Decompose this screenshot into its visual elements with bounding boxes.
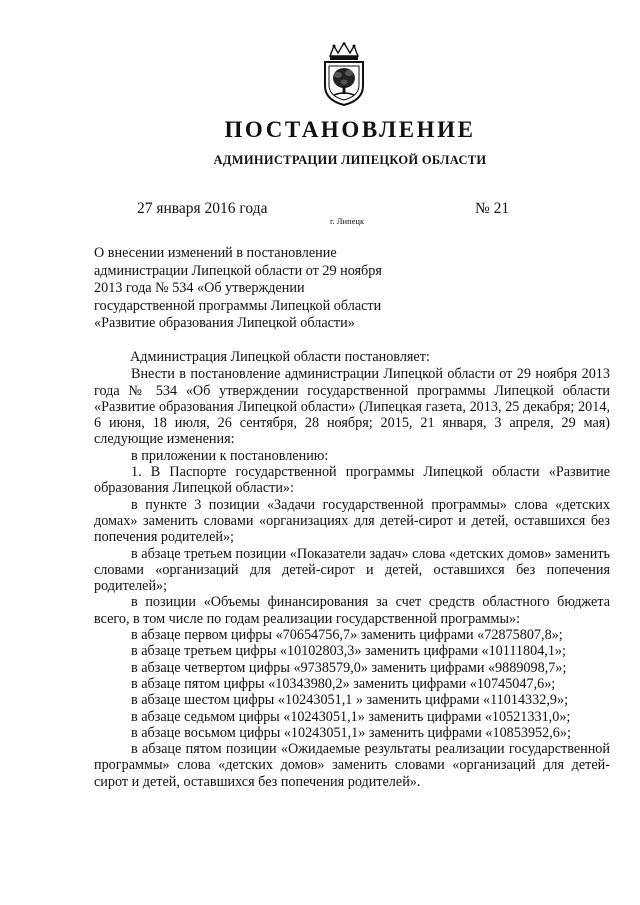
body-paragraph: в абзаце восьмом цифры «10243051,1» заменить цифрами «10853952,6»; (131, 724, 571, 741)
body-paragraph: в пункте 3 позиции «Задачи государственной программы» слова «детских домах» заменить словами «организациях для детей-сирот и детей, оставшихся без попечения родителей»; (94, 496, 610, 546)
subject-line: 2013 года № 534 «Об утверждении (94, 280, 305, 297)
subject-line: О внесении изменений в постановление (94, 245, 337, 261)
subject-line: администрации Липецкой области от 29 ноября (94, 262, 382, 279)
subject-line: «Развитие образования Липецкой области» (94, 315, 355, 332)
body-paragraph: в абзаце третьем позиции «Показатели задач» слова «детских домов» заменить словами «организаций для детей-сирот и детей, оставшихся без попечения родителей»; (94, 545, 610, 595)
body-paragraph: в абзаце третьем цифры «10102803,3» заменить цифрами «10111804,1»; (131, 643, 566, 660)
document-place: г. Липецк (330, 216, 365, 226)
document-subject (94, 245, 424, 333)
document-date: 27 января 2016 года (137, 200, 268, 217)
body-paragraph: в абзаце шестом цифры «10243051,1 » заменить цифрами «11014332,9»; (131, 692, 569, 709)
body-paragraph: в абзаце четвертом цифры «9738579,0» заменить цифрами «9889098,7»; (131, 659, 567, 676)
body-paragraph: в абзаце пятом цифры «10343980,2» заменить цифрами «10745047,6»; (131, 675, 556, 692)
issuing-authority: АДМИНИСТРАЦИИ ЛИПЕЦКОЙ ОБЛАСТИ (213, 153, 487, 167)
body-paragraph: Администрация Липецкой области постановляет: (130, 349, 430, 365)
subject-line: государственной программы Липецкой области (94, 297, 382, 314)
body-paragraph: в позиции «Объемы финансирования за счет средств областного бюджета всего, в том числе по годам реализации государственной программы»: (94, 594, 610, 627)
body-paragraph: в абзаце седьмом цифры «10243051,1» заменить цифрами «10521331,0»; (131, 708, 571, 725)
body-paragraph: 1. В Паспорте государственной программы Липецкой области «Развитие образования Липецкой области»: (94, 464, 610, 497)
body-paragraph: в абзаце пятом позиции «Ожидаемые результаты реализации государственной программы» слова «детских домов» заменить словами «организаций для детей-сирот и детей, оставшихся без попечения родителей». (94, 741, 610, 790)
body-paragraph: в приложении к постановлению: (131, 447, 329, 464)
coat-of-arms-icon (322, 42, 366, 106)
body-paragraph: Внести в постановление администрации Липецкой области от 29 ноября 2013 года № 534 «Об утверждении государственной программы Липецкой области «Развитие образования Липецкой области» (Липецкая газета, 2013, 25 декабря; 2014, 6 июня, 18 июля, 26 сентября, 28 ноября; 2015, 21 января, 3 апреля, 29 мая) следующие изменения: (94, 366, 610, 448)
document-body (94, 349, 610, 790)
document-title: ПОСТАНОВЛЕНИЕ (224, 117, 476, 142)
body-paragraph: в абзаце первом цифры «70654756,7» заменить цифрами «72875807,8»; (131, 627, 563, 644)
document-number: № 21 (475, 200, 510, 217)
